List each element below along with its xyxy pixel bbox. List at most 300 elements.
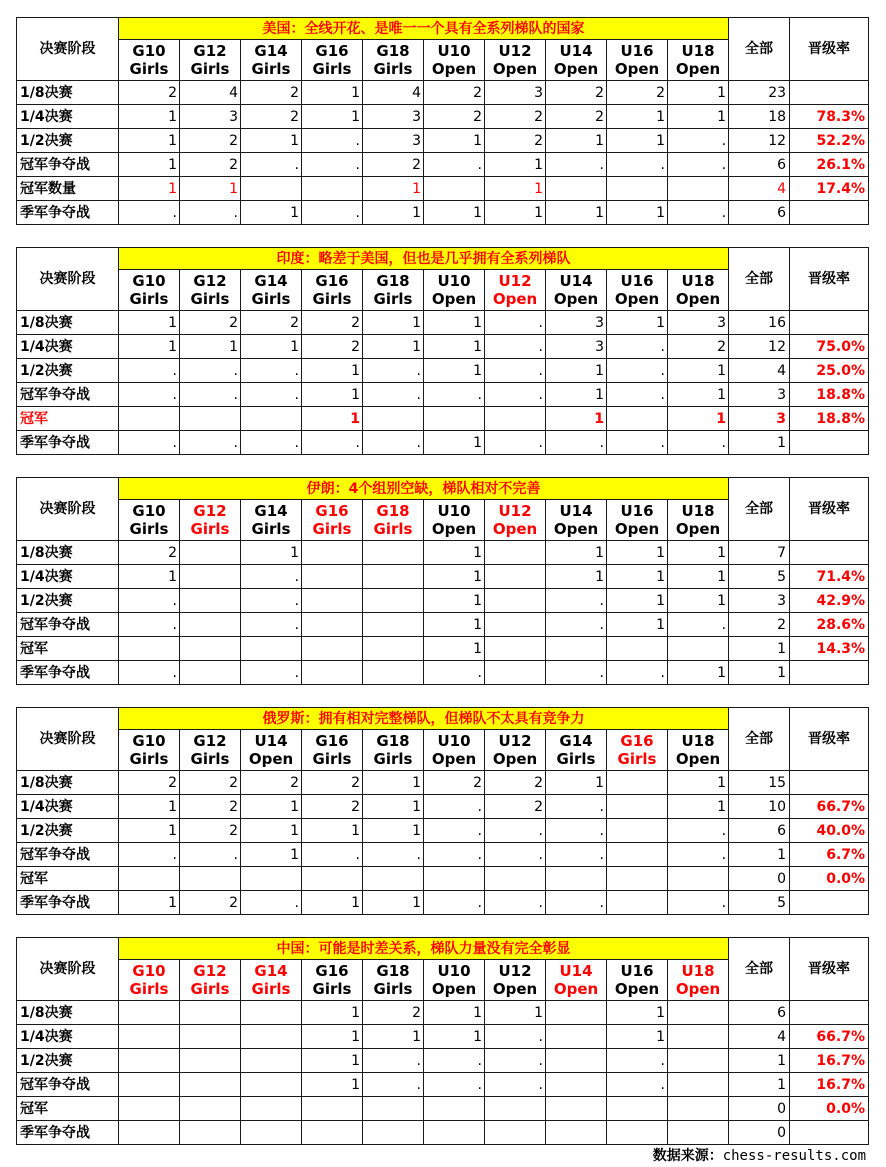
stage-label: 季军争夺战 xyxy=(17,661,119,685)
count-cell xyxy=(485,1121,546,1145)
group-header xyxy=(668,730,729,771)
group-name: U12 xyxy=(498,42,532,60)
table-row xyxy=(17,661,869,685)
count-cell: . xyxy=(241,891,302,915)
group-header xyxy=(607,270,668,311)
total-column-header: 全部 xyxy=(729,938,790,1001)
rate-cell xyxy=(790,81,869,105)
group-category: Girls xyxy=(373,290,413,308)
count-cell xyxy=(546,637,607,661)
group-category: Girls xyxy=(190,290,230,308)
count-cell: 4 xyxy=(180,81,241,105)
group-name: U14 xyxy=(559,502,593,520)
count-cell: 1 xyxy=(302,891,363,915)
count-cell: 1 xyxy=(302,819,363,843)
rate-column-header: 晋级率 xyxy=(790,248,869,311)
group-name: U14 xyxy=(254,732,288,750)
stage-label: 1/2决赛 xyxy=(17,589,119,613)
count-cell xyxy=(607,177,668,201)
count-cell: . xyxy=(119,843,180,867)
count-cell: 1 xyxy=(546,771,607,795)
count-cell xyxy=(607,1097,668,1121)
table-row xyxy=(17,383,869,407)
title-row xyxy=(17,938,869,960)
title-row xyxy=(17,708,869,730)
group-category: Girls xyxy=(312,520,352,538)
stage-label: 1/4决赛 xyxy=(17,565,119,589)
rate-cell: 18.8% xyxy=(790,407,869,431)
stage-label: 1/2决赛 xyxy=(17,819,119,843)
group-header xyxy=(424,270,485,311)
count-cell: 2 xyxy=(180,819,241,843)
group-category: Girls xyxy=(251,520,291,538)
stage-label: 冠军争夺战 xyxy=(17,383,119,407)
group-category: Girls xyxy=(373,520,413,538)
count-cell: 2 xyxy=(424,771,485,795)
total-cell: 23 xyxy=(729,81,790,105)
count-cell xyxy=(363,541,424,565)
total-cell: 6 xyxy=(729,201,790,225)
count-cell: . xyxy=(485,311,546,335)
count-cell: . xyxy=(668,843,729,867)
rate-cell xyxy=(790,311,869,335)
count-cell: 1 xyxy=(302,81,363,105)
count-cell: . xyxy=(180,431,241,455)
count-cell: 2 xyxy=(241,105,302,129)
group-category: Girls xyxy=(251,980,291,998)
group-name: G16 xyxy=(315,42,349,60)
group-category: Open xyxy=(553,520,599,538)
group-category: Open xyxy=(675,980,721,998)
count-cell: 1 xyxy=(302,407,363,431)
count-cell xyxy=(424,1097,485,1121)
group-name: G16 xyxy=(620,732,654,750)
total-cell: 3 xyxy=(729,407,790,431)
group-header xyxy=(485,730,546,771)
group-header xyxy=(119,500,180,541)
rate-cell: 0.0% xyxy=(790,1097,869,1121)
count-cell: 1 xyxy=(363,177,424,201)
count-cell: 1 xyxy=(424,1001,485,1025)
stage-label: 1/8决赛 xyxy=(17,541,119,565)
count-cell: 1 xyxy=(302,1049,363,1073)
table-row xyxy=(17,1001,869,1025)
count-cell: 1 xyxy=(485,153,546,177)
count-cell: 1 xyxy=(424,565,485,589)
group-category: Girls xyxy=(251,60,291,78)
group-header xyxy=(119,40,180,81)
group-header xyxy=(485,40,546,81)
count-cell: 4 xyxy=(363,81,424,105)
count-cell xyxy=(607,867,668,891)
count-cell: 1 xyxy=(607,589,668,613)
group-category: Open xyxy=(248,750,294,768)
count-cell: . xyxy=(485,891,546,915)
count-cell: 1 xyxy=(119,795,180,819)
stage-label: 冠军争夺战 xyxy=(17,843,119,867)
stage-label: 季军争夺战 xyxy=(17,201,119,225)
count-cell xyxy=(607,891,668,915)
count-cell: 2 xyxy=(241,81,302,105)
group-category: Girls xyxy=(312,60,352,78)
count-cell xyxy=(241,1073,302,1097)
group-category: Open xyxy=(492,290,538,308)
count-cell: 2 xyxy=(119,541,180,565)
count-cell: . xyxy=(180,201,241,225)
count-cell: . xyxy=(668,819,729,843)
group-name: G16 xyxy=(315,272,349,290)
table-row xyxy=(17,177,869,201)
stage-label: 冠军争夺战 xyxy=(17,153,119,177)
count-cell: 1 xyxy=(668,359,729,383)
total-column-header: 全部 xyxy=(729,18,790,81)
count-cell: . xyxy=(424,1073,485,1097)
total-cell: 12 xyxy=(729,129,790,153)
count-cell xyxy=(485,613,546,637)
group-name: U12 xyxy=(498,962,532,980)
group-category: Open xyxy=(675,290,721,308)
table-row xyxy=(17,129,869,153)
count-cell xyxy=(668,1073,729,1097)
count-cell: 3 xyxy=(180,105,241,129)
count-cell: 2 xyxy=(302,771,363,795)
count-cell: . xyxy=(668,431,729,455)
count-cell: . xyxy=(302,153,363,177)
rate-cell: 26.1% xyxy=(790,153,869,177)
count-cell: . xyxy=(607,1073,668,1097)
group-header xyxy=(302,960,363,1001)
group-category: Girls xyxy=(190,60,230,78)
stage-label: 1/8决赛 xyxy=(17,771,119,795)
count-cell: . xyxy=(363,1049,424,1073)
group-header xyxy=(485,500,546,541)
count-cell xyxy=(607,843,668,867)
count-cell xyxy=(180,661,241,685)
count-cell xyxy=(302,637,363,661)
count-cell: 2 xyxy=(485,105,546,129)
count-cell: 2 xyxy=(241,311,302,335)
count-cell xyxy=(363,661,424,685)
count-cell: 1 xyxy=(668,771,729,795)
group-name: U14 xyxy=(559,42,593,60)
group-category: Open xyxy=(614,290,660,308)
stage-label: 冠军 xyxy=(17,407,119,431)
count-cell: 1 xyxy=(241,129,302,153)
count-cell: 2 xyxy=(302,311,363,335)
count-cell: 1 xyxy=(302,1073,363,1097)
count-cell: 1 xyxy=(363,1025,424,1049)
count-cell xyxy=(607,819,668,843)
count-cell: . xyxy=(607,153,668,177)
total-cell: 4 xyxy=(729,359,790,383)
count-cell xyxy=(241,1121,302,1145)
count-cell xyxy=(241,1001,302,1025)
count-cell: . xyxy=(485,1025,546,1049)
group-header xyxy=(180,40,241,81)
rate-cell: 6.7% xyxy=(790,843,869,867)
count-cell xyxy=(485,541,546,565)
count-cell: 1 xyxy=(180,335,241,359)
count-cell xyxy=(546,1073,607,1097)
count-cell xyxy=(668,637,729,661)
group-header xyxy=(241,960,302,1001)
results-table xyxy=(16,17,869,225)
count-cell: . xyxy=(424,661,485,685)
group-header xyxy=(424,730,485,771)
count-cell: 1 xyxy=(607,541,668,565)
count-cell: 1 xyxy=(546,407,607,431)
count-cell: 3 xyxy=(363,129,424,153)
group-header xyxy=(363,730,424,771)
count-cell: 1 xyxy=(119,565,180,589)
count-cell: 1 xyxy=(607,129,668,153)
group-header xyxy=(180,270,241,311)
group-category: Girls xyxy=(129,60,169,78)
group-header xyxy=(668,960,729,1001)
group-category: Open xyxy=(431,750,477,768)
count-cell xyxy=(119,1001,180,1025)
group-category: Girls xyxy=(312,750,352,768)
count-cell xyxy=(119,1121,180,1145)
count-cell: 1 xyxy=(241,819,302,843)
stage-column-header: 决赛阶段 xyxy=(17,478,119,541)
group-name: G10 xyxy=(132,502,166,520)
count-cell xyxy=(180,1049,241,1073)
count-cell xyxy=(241,177,302,201)
count-cell: 1 xyxy=(119,891,180,915)
table-row xyxy=(17,359,869,383)
rate-cell: 28.6% xyxy=(790,613,869,637)
count-cell: . xyxy=(119,431,180,455)
group-name: G14 xyxy=(254,42,288,60)
count-cell: . xyxy=(302,431,363,455)
count-cell: . xyxy=(302,201,363,225)
group-category: Girls xyxy=(129,290,169,308)
total-cell: 6 xyxy=(729,153,790,177)
count-cell: 1 xyxy=(607,311,668,335)
count-cell xyxy=(668,1049,729,1073)
total-column-header: 全部 xyxy=(729,708,790,771)
table-row xyxy=(17,565,869,589)
total-cell: 5 xyxy=(729,565,790,589)
count-cell: 1 xyxy=(302,359,363,383)
group-category: Open xyxy=(431,290,477,308)
count-cell xyxy=(119,407,180,431)
count-cell: . xyxy=(485,1073,546,1097)
group-name: G10 xyxy=(132,732,166,750)
count-cell: . xyxy=(119,201,180,225)
count-cell: 1 xyxy=(607,201,668,225)
count-cell xyxy=(485,565,546,589)
group-name: G10 xyxy=(132,962,166,980)
rate-cell: 66.7% xyxy=(790,1025,869,1049)
count-cell: 1 xyxy=(424,1025,485,1049)
count-cell: . xyxy=(241,613,302,637)
count-cell xyxy=(241,637,302,661)
count-cell xyxy=(607,771,668,795)
count-cell: . xyxy=(607,335,668,359)
count-cell xyxy=(424,1121,485,1145)
count-cell: . xyxy=(363,1073,424,1097)
table-row xyxy=(17,771,869,795)
group-category: Open xyxy=(553,290,599,308)
group-name: U12 xyxy=(498,502,532,520)
rate-cell: 16.7% xyxy=(790,1049,869,1073)
group-name: U10 xyxy=(437,42,471,60)
group-header xyxy=(546,270,607,311)
count-cell xyxy=(302,541,363,565)
count-cell xyxy=(302,613,363,637)
count-cell xyxy=(119,1097,180,1121)
group-header xyxy=(302,730,363,771)
group-header xyxy=(180,960,241,1001)
count-cell xyxy=(485,1097,546,1121)
total-cell: 1 xyxy=(729,1073,790,1097)
group-header xyxy=(546,500,607,541)
count-cell: 2 xyxy=(180,311,241,335)
count-cell: . xyxy=(546,431,607,455)
count-cell xyxy=(485,589,546,613)
count-cell xyxy=(241,407,302,431)
rate-cell: 75.0% xyxy=(790,335,869,359)
group-category: Girls xyxy=(129,520,169,538)
group-header xyxy=(363,960,424,1001)
table-row xyxy=(17,1073,869,1097)
stage-column-header: 决赛阶段 xyxy=(17,248,119,311)
stage-label: 1/2决赛 xyxy=(17,129,119,153)
group-header xyxy=(668,40,729,81)
stage-label: 1/8决赛 xyxy=(17,311,119,335)
stage-label: 1/2决赛 xyxy=(17,1049,119,1073)
table-row xyxy=(17,613,869,637)
count-cell: . xyxy=(363,431,424,455)
count-cell xyxy=(546,1097,607,1121)
count-cell: 1 xyxy=(485,177,546,201)
count-cell: 1 xyxy=(668,795,729,819)
count-cell: 1 xyxy=(485,201,546,225)
count-cell xyxy=(180,541,241,565)
table-row xyxy=(17,431,869,455)
stage-label: 冠军 xyxy=(17,867,119,891)
count-cell xyxy=(119,1025,180,1049)
count-cell: 1 xyxy=(180,177,241,201)
group-category: Open xyxy=(614,980,660,998)
group-category: Open xyxy=(675,750,721,768)
table-row xyxy=(17,1121,869,1145)
count-cell xyxy=(607,407,668,431)
group-name: G16 xyxy=(315,502,349,520)
count-cell: 1 xyxy=(363,771,424,795)
count-cell: 1 xyxy=(546,129,607,153)
stage-label: 1/8决赛 xyxy=(17,81,119,105)
group-category: Open xyxy=(492,60,538,78)
count-cell: 1 xyxy=(668,541,729,565)
group-name: U10 xyxy=(437,962,471,980)
group-name: U18 xyxy=(681,962,715,980)
group-header xyxy=(241,270,302,311)
group-header xyxy=(546,960,607,1001)
table-row xyxy=(17,153,869,177)
count-cell: 1 xyxy=(424,541,485,565)
count-cell: 2 xyxy=(485,129,546,153)
group-header xyxy=(119,960,180,1001)
count-cell xyxy=(302,1097,363,1121)
table-row xyxy=(17,81,869,105)
count-cell: 3 xyxy=(546,335,607,359)
table-row xyxy=(17,795,869,819)
count-cell xyxy=(302,661,363,685)
stage-label: 1/8决赛 xyxy=(17,1001,119,1025)
group-category: Girls xyxy=(190,750,230,768)
count-cell: 3 xyxy=(363,105,424,129)
count-cell: . xyxy=(119,383,180,407)
rate-cell: 78.3% xyxy=(790,105,869,129)
total-cell: 5 xyxy=(729,891,790,915)
table-title: 美国：全线开花、是唯一一个具有全系列梯队的国家 xyxy=(119,18,729,40)
count-cell: 2 xyxy=(485,795,546,819)
group-name: U14 xyxy=(559,272,593,290)
group-header xyxy=(119,730,180,771)
group-category: Girls xyxy=(617,750,657,768)
count-cell xyxy=(546,867,607,891)
rate-cell xyxy=(790,771,869,795)
count-cell: . xyxy=(241,383,302,407)
group-category: Girls xyxy=(129,980,169,998)
group-category: Girls xyxy=(312,290,352,308)
group-category: Girls xyxy=(190,980,230,998)
total-cell: 6 xyxy=(729,1001,790,1025)
group-name: G12 xyxy=(193,272,227,290)
group-name: G18 xyxy=(376,42,410,60)
count-cell: 1 xyxy=(607,105,668,129)
count-cell: 1 xyxy=(302,1025,363,1049)
count-cell: 1 xyxy=(241,335,302,359)
group-name: U16 xyxy=(620,962,654,980)
count-cell xyxy=(180,613,241,637)
table-row xyxy=(17,1097,869,1121)
stage-label: 冠军 xyxy=(17,1097,119,1121)
stage-label: 冠军争夺战 xyxy=(17,1073,119,1097)
group-header xyxy=(302,40,363,81)
group-name: G14 xyxy=(559,732,593,750)
count-cell: 2 xyxy=(363,1001,424,1025)
count-cell: . xyxy=(119,661,180,685)
count-cell: . xyxy=(241,359,302,383)
rate-cell: 25.0% xyxy=(790,359,869,383)
group-header xyxy=(363,500,424,541)
count-cell: . xyxy=(485,819,546,843)
rate-column-header: 晋级率 xyxy=(790,708,869,771)
group-category: Open xyxy=(492,520,538,538)
group-name: U12 xyxy=(498,272,532,290)
count-cell: . xyxy=(363,359,424,383)
count-cell: 1 xyxy=(424,201,485,225)
total-cell: 16 xyxy=(729,311,790,335)
count-cell xyxy=(363,637,424,661)
group-header xyxy=(424,500,485,541)
count-cell: 1 xyxy=(607,613,668,637)
title-row xyxy=(17,478,869,500)
count-cell: 1 xyxy=(302,105,363,129)
count-cell: . xyxy=(485,431,546,455)
count-cell xyxy=(241,1097,302,1121)
table-row xyxy=(17,335,869,359)
count-cell: 1 xyxy=(424,335,485,359)
count-cell xyxy=(546,1049,607,1073)
count-cell: . xyxy=(119,359,180,383)
count-cell xyxy=(302,565,363,589)
group-header xyxy=(180,500,241,541)
